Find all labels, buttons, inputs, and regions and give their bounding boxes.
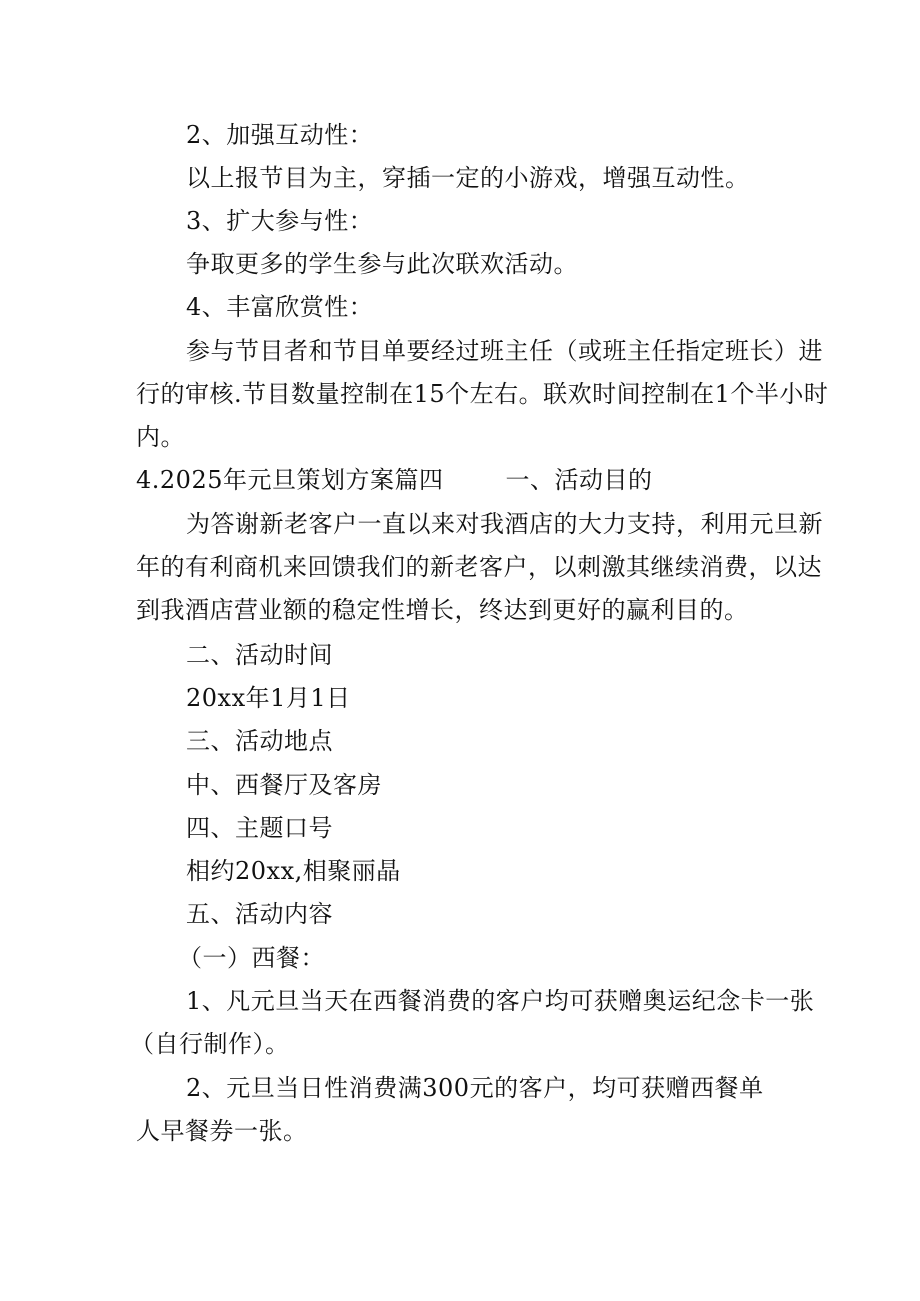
slogan-text: 相约20xx,相聚丽晶	[186, 857, 401, 885]
paragraph-line: 2、元旦当日性消费满300元的客户，均可获赠西餐单	[186, 1074, 764, 1102]
activity-date: 20xx年1月1日	[186, 684, 351, 712]
slogan-heading: 四、主题口号	[186, 814, 333, 842]
paragraph-line: 年的有利商机来回馈我们的新老客户，以刺激其继续消费，以达	[136, 553, 822, 581]
section-heading	[136, 465, 652, 495]
activity-content-heading: 五、活动内容	[186, 900, 333, 928]
paragraph-line: 人早餐券一张。	[136, 1117, 308, 1145]
item-3-heading: 3、扩大参与性：	[186, 207, 374, 235]
paragraph-line: （自行制作）。	[130, 1030, 290, 1058]
paragraph-line: 为答谢新老客户一直以来对我酒店的大力支持，利用元旦新	[186, 510, 823, 538]
western-dining-heading: （一）西餐：	[178, 944, 325, 972]
paragraph-line: 内。	[136, 423, 185, 451]
section-title: 4.2025年元旦策划方案篇四	[136, 466, 444, 494]
paragraph-line: 争取更多的学生参与此次联欢活动。	[186, 250, 578, 278]
paragraph-line: 1、凡元旦当天在西餐消费的客户均可获赠奥运纪念卡一张	[186, 987, 815, 1015]
paragraph-line: 到我酒店营业额的稳定性增长，终达到更好的赢利目的。	[136, 596, 749, 624]
item-2-heading: 2、加强互动性：	[186, 121, 374, 149]
activity-purpose-heading: 一、活动目的	[505, 466, 653, 494]
activity-location: 中、西餐厅及客房	[186, 771, 382, 799]
paragraph-line: 以上报节目为主，穿插一定的小游戏，增强互动性。	[186, 164, 750, 192]
paragraph-line: 行的审核.节目数量控制在15个左右。联欢时间控制在1个半小时	[136, 380, 829, 408]
item-4-heading: 4、丰富欣赏性：	[186, 293, 374, 321]
paragraph-line: 参与节目者和节目单要经过班主任（或班主任指定班长）进	[186, 337, 823, 365]
activity-location-heading: 三、活动地点	[186, 727, 333, 755]
activity-time-heading: 二、活动时间	[186, 641, 333, 669]
